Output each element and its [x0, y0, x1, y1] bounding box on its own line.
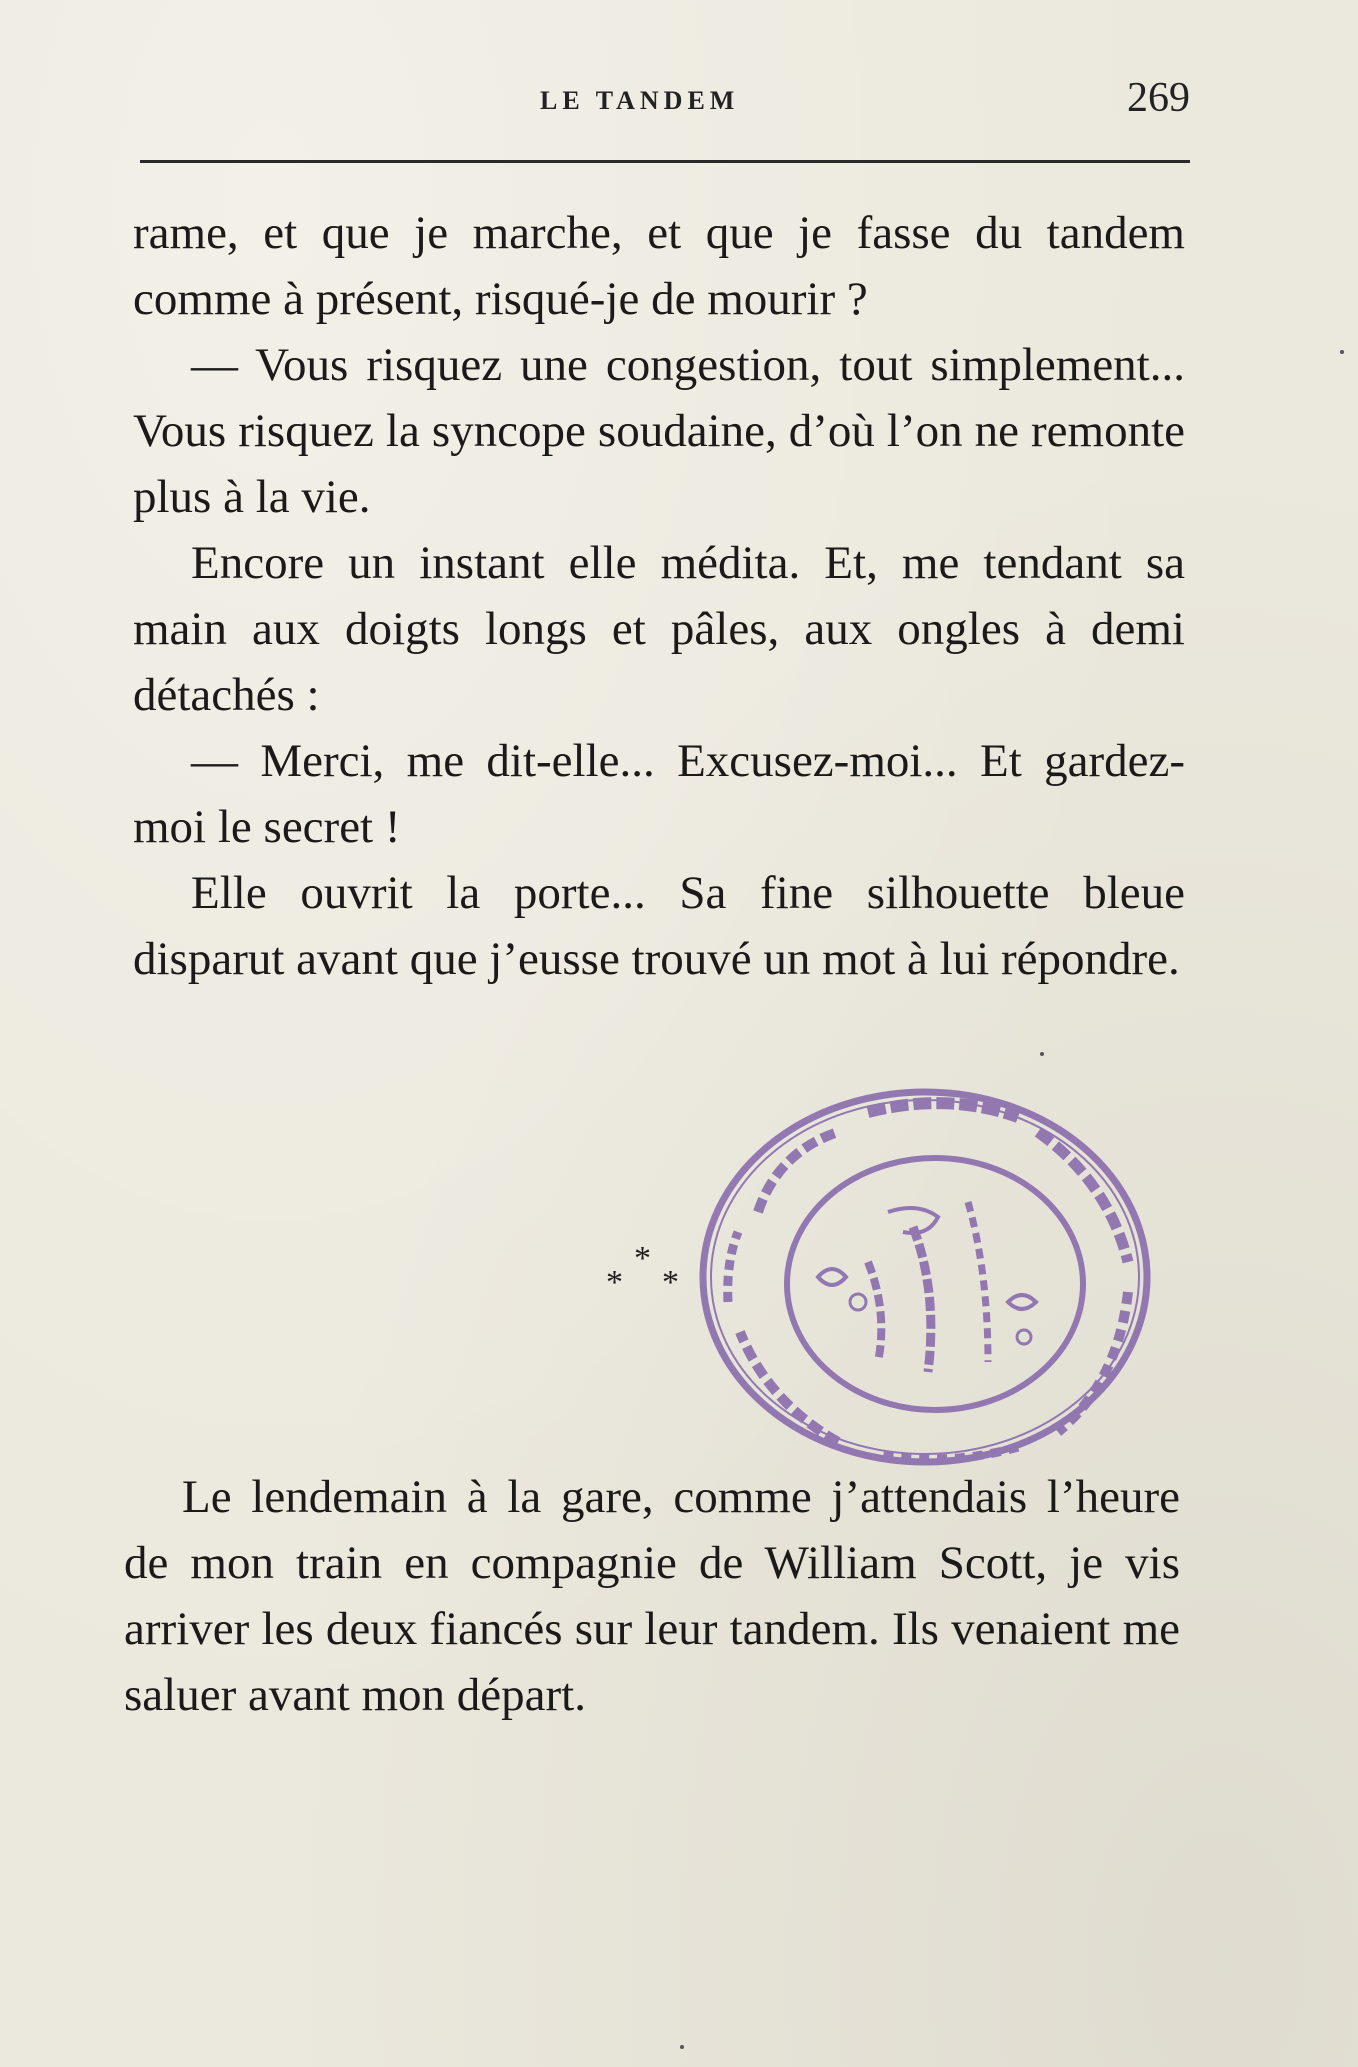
paragraph-4: — Merci, me dit-elle... Excusez-moi... Et gardez-moi le secret !	[133, 735, 1185, 853]
paragraph-3: Encore un instant elle médita. Et, me tendant sa main aux doigts longs et pâles, aux ongles à demi détachés :	[133, 537, 1185, 721]
running-title: LE TANDEM	[540, 86, 740, 115]
paper-speck	[1340, 350, 1344, 354]
paper-speck	[1040, 1052, 1044, 1056]
paragraph-5: Elle ouvrit la porte... Sa fine silhouette bleue disparut avant que j’eusse trouvé un mot à lui répondre.	[133, 867, 1185, 985]
paragraph-1: rame, et que je marche, et que je fasse du tandem comme à présent, risqué-je de mourir ?	[133, 207, 1185, 325]
library-stamp-icon	[688, 1062, 1162, 1482]
running-head	[140, 75, 1190, 128]
header-rule	[140, 160, 1190, 163]
paper-speck	[680, 2045, 684, 2049]
body-text-bottom	[124, 1464, 1180, 1728]
section-break-asterism: * * *	[606, 1240, 679, 1301]
paragraph-6: Le lendemain à la gare, comme j’attendais l’heure de mon train en compagnie de William Scott, je vis arriver les deux fiancés sur leur tandem. Ils venaient me saluer avant mon départ.	[124, 1471, 1180, 1721]
page-number: 269	[1127, 75, 1190, 121]
paragraph-2: — Vous risquez une congestion, tout simplement... Vous risquez la syncope soudaine, d’où l’on ne remonte plus à la vie.	[133, 339, 1185, 523]
body-text-top	[133, 200, 1185, 992]
